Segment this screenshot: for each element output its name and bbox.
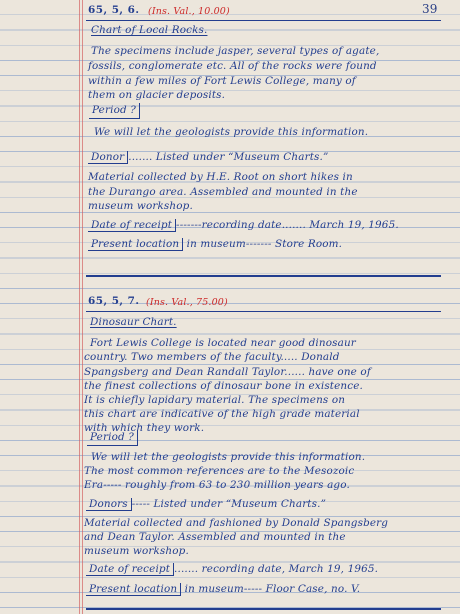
entry1-donor-label: Donor: [88, 151, 128, 164]
entry2-number-rule: [86, 311, 441, 312]
entry1-title: Chart of Local Rocks.: [91, 24, 208, 36]
entry2-desc-line: with which they work.: [84, 422, 205, 434]
entry2-receipt-label: Date of receipt: [86, 563, 174, 576]
entry1-receipt-text: -------recording date....... March 19, 1965.: [176, 219, 399, 231]
entry-separator: [86, 275, 441, 277]
entry2-desc-line: It is chiefly lapidary material. The specimens on: [84, 394, 346, 406]
margin-line: [79, 0, 80, 614]
entry1-location-text: in museum------- Store Room.: [186, 238, 343, 250]
entry2-desc-line: the finest collections of dinosaur bone in existence.: [84, 380, 363, 392]
entry2-location-text: in museum----- Floor Case, no. V.: [184, 583, 361, 595]
entry1-desc-line: within a few miles of Fort Lewis College, many of: [88, 75, 356, 87]
entry-separator: [86, 608, 441, 610]
entry1-desc-line: them on glacier deposits.: [88, 89, 226, 101]
entry1-material-line: museum workshop.: [88, 200, 193, 212]
entry2-desc-line: this chart are indicative of the high grade material: [84, 408, 360, 420]
entry1-desc-line: The specimens include jasper, several types of agate,: [91, 45, 380, 57]
entry2-donor-label: Donors: [86, 498, 132, 511]
entry2-material-line: and Dean Taylor. Assembled and mounted in the: [84, 531, 346, 543]
entry1-number-rule: [86, 20, 441, 21]
entry1-period-text: We will let the geologists provide this information.: [94, 126, 369, 138]
entry2-desc-line: Spangsberg and Dean Randall Taylor...... have one of: [84, 366, 371, 378]
entry2-title: Dinosaur Chart.: [90, 316, 177, 328]
entry2-material-line: museum workshop.: [84, 545, 189, 557]
entry1-location-label: Present location: [88, 238, 183, 251]
entry1-receipt-label: Date of receipt: [88, 219, 176, 232]
entry2-material-line: Material collected and fashioned by Donald Spangsberg: [84, 517, 389, 529]
entry1-number: 65, 5, 6.: [88, 4, 140, 16]
entry1-desc-line: fossils, conglomerate etc. All of the rocks were found: [88, 60, 377, 72]
entry2-period-line: Era----- roughly from 63 to 230 million years ago.: [84, 479, 350, 491]
entry1-material-line: the Durango area. Assembled and mounted in the: [88, 186, 358, 198]
entry2-period-line: The most common references are to the Mesozoic: [84, 465, 355, 477]
entry2-donor-text: ----- Listed under “Museum Charts.”: [131, 498, 327, 510]
entry2-insured-value: (Ins. Val., 75.00): [146, 297, 228, 308]
entry1-insured-value: (Ins. Val., 10.00): [148, 6, 230, 17]
page-number: 39: [422, 2, 438, 16]
entry1-period-label: Period ?: [89, 103, 140, 119]
entry2-receipt-text: ....... recording date, March 19, 1965.: [174, 563, 379, 575]
entry1-material-line: Material collected by H.E. Root on short hikes in: [88, 171, 353, 183]
entry2-location-label: Present location: [86, 583, 181, 596]
margin-line: [82, 0, 83, 614]
entry2-desc-line: Fort Lewis College is located near good dinosaur: [90, 337, 356, 349]
entry2-period-line: We will let the geologists provide this information.: [91, 451, 366, 463]
entry2-number: 65, 5, 7.: [88, 295, 140, 307]
entry2-desc-line: country. Two members of the faculty..... Donald: [84, 351, 340, 363]
entry1-donor-text: ....... Listed under “Museum Charts.”: [128, 151, 329, 163]
entry2-period-label: Period ?: [87, 430, 138, 446]
